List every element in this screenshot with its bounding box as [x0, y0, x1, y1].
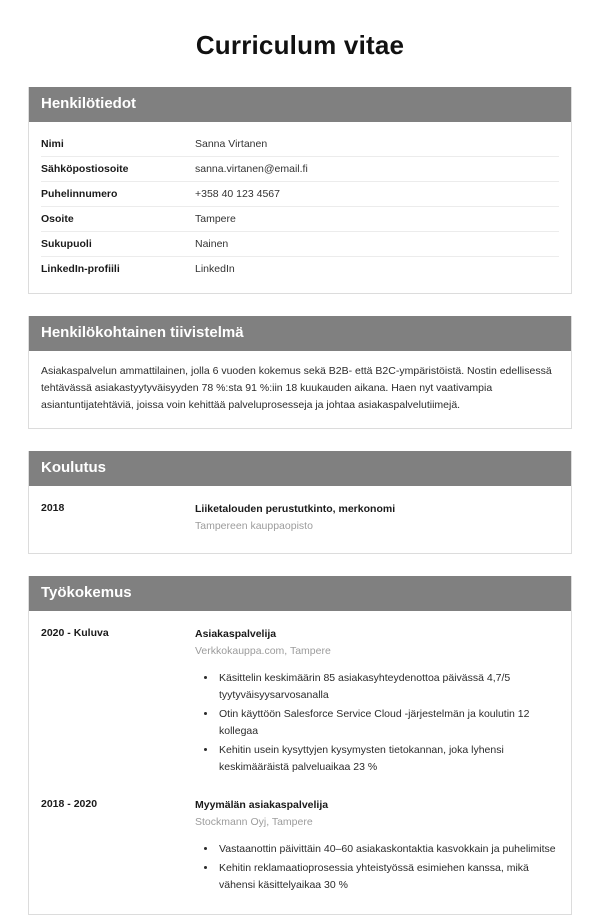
info-row	[41, 232, 559, 257]
info-row	[41, 132, 559, 157]
section-body-summary	[29, 351, 571, 428]
section-personal-info	[28, 87, 572, 294]
section-body-personal-info	[29, 122, 571, 293]
linkedin-value[interactable]: LinkedIn	[195, 263, 235, 275]
entry-date: 2020 - Kuluva	[41, 627, 109, 640]
entry-date: 2018	[41, 502, 65, 514]
info-label: Puhelinnumero	[41, 188, 118, 200]
info-value: Nainen	[195, 238, 229, 250]
education-entry	[41, 496, 559, 541]
summary-paragraph: Asiakaspalvelun ammattilainen, jolla 6 vuoden kokemus sekä B2B- että B2C-ympäristöistä. Nostin edellisessä tehtävässä asiakastyytyväisyyden 78 %:sta 91 %:iin 18 kuukauden aikana. Haen nyt vaativampia asiantuntijatehtäviä, joissa voin kehittää palveluprosesseja ja johtaa asiakaspalvelutiimejä.	[41, 365, 552, 411]
info-row	[41, 207, 559, 232]
list-item: • Kehitin usein kysyttyjen kysymysten tietokannan, joka lyhensi keskimääräistä palveluaikaa 23 %	[217, 742, 559, 776]
entry-organization: Tampereen kauppaopisto	[195, 520, 313, 533]
page-title: Curriculum vitae	[195, 30, 405, 60]
experience-entry	[41, 621, 559, 784]
info-row	[41, 157, 559, 182]
entry-bullet-list	[195, 670, 559, 776]
list-item: • Kehitin reklamaatioprosessia yhteistyössä esimiehen kanssa, mikä vähensi käsittelyaikaa 30 %	[217, 860, 559, 894]
entry-title: Asiakaspalvelija	[195, 628, 277, 641]
info-value: Tampere	[195, 213, 236, 225]
info-value: Sanna Virtanen	[195, 138, 268, 150]
section-education	[28, 451, 572, 554]
section-header-experience: Työkokemus	[29, 576, 571, 611]
section-body-experience	[29, 611, 571, 914]
entry-main	[195, 502, 559, 535]
entry-main	[195, 798, 559, 896]
section-header-summary: Henkilökohtainen tiivistelmä	[29, 316, 571, 351]
list-item: • Käsittelin keskimäärin 85 asiakasyhteydenottoa päivässä 4,7/5 tyytyväisyysarvosanalla	[217, 670, 559, 704]
list-item: • Otin käyttöön Salesforce Service Cloud -järjestelmän ja koulutin 12 kollegaa	[217, 706, 559, 740]
entry-title: Myymälän asiakaspalvelija	[195, 799, 329, 812]
info-label: LinkedIn-profiili	[41, 263, 120, 275]
info-label: Sähköpostiosoite	[41, 163, 129, 175]
section-body-education	[29, 486, 571, 553]
section-experience	[28, 576, 572, 915]
section-header-personal-info: Henkilötiedot	[29, 87, 571, 122]
entry-organization: Verkkokauppa.com, Tampere	[195, 645, 331, 658]
info-row	[41, 257, 559, 281]
list-item: • Vastaanottin päivittäin 40–60 asiakaskontaktia kasvokkain ja puhelimitse	[217, 841, 559, 858]
entry-bullet-list	[195, 841, 559, 894]
info-value: sanna.virtanen@email.fi	[195, 163, 308, 175]
entry-main	[195, 627, 559, 778]
entry-organization: Stockmann Oyj, Tampere	[195, 816, 313, 829]
info-label: Sukupuoli	[41, 238, 92, 250]
entry-title: Liiketalouden perustutkinto, merkonomi	[195, 503, 396, 515]
section-summary	[28, 316, 572, 429]
info-label: Nimi	[41, 138, 64, 150]
experience-entry	[41, 784, 559, 902]
entry-date: 2018 - 2020	[41, 798, 98, 811]
section-header-education: Koulutus	[29, 451, 571, 486]
info-label: Osoite	[41, 213, 74, 225]
info-value: +358 40 123 4567	[195, 188, 280, 200]
info-row	[41, 182, 559, 207]
